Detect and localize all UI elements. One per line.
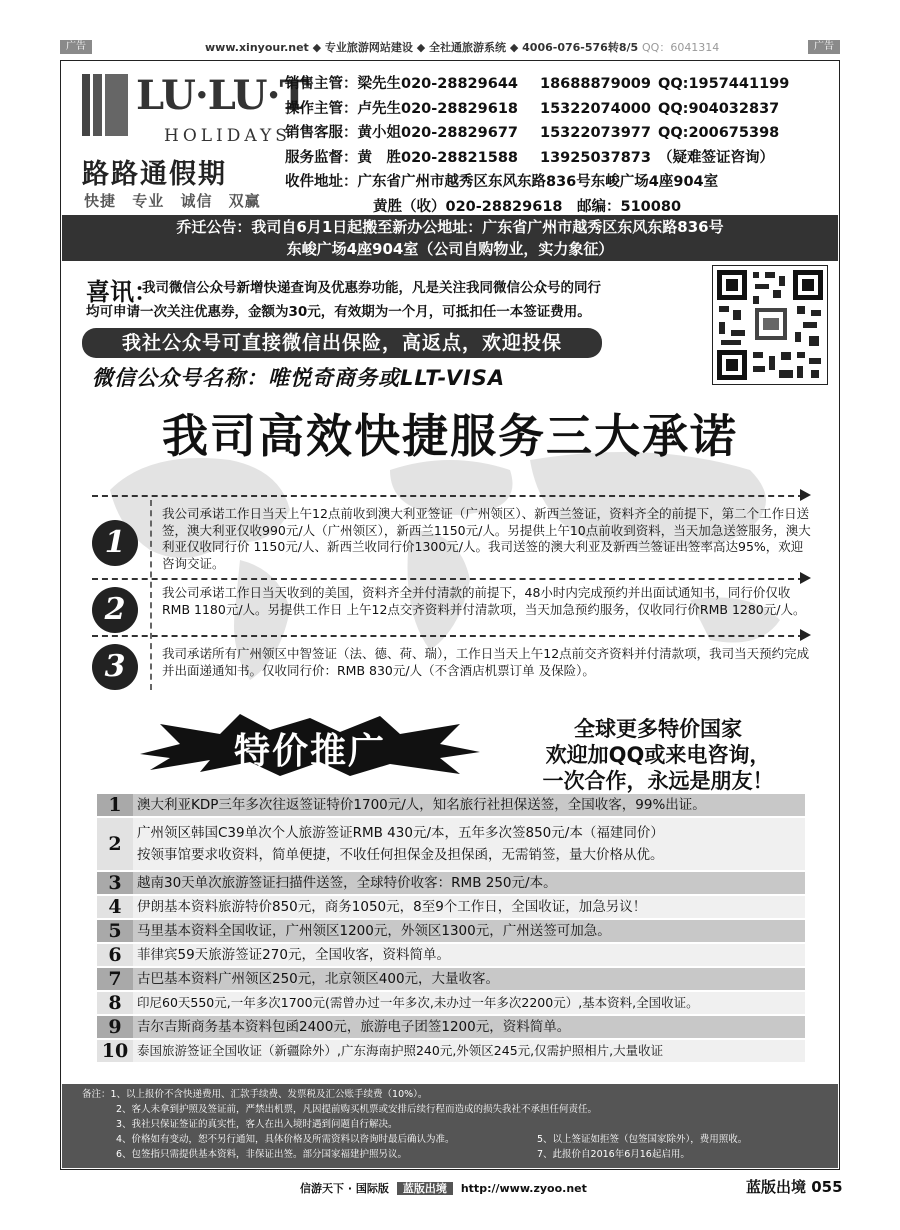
list-item: 5 马里基本资料全国收证，广州领区1200元，外领区1300元，广州送签可加急。: [97, 920, 805, 942]
remark-line: 7、此报价自2016年6月16起启用。: [537, 1149, 690, 1160]
logo-chinese-name: 路路通假期: [82, 159, 227, 190]
promise-number: 3: [92, 644, 138, 690]
footer-brand: 信游天下 · 国际版: [300, 1182, 389, 1195]
footer-url[interactable]: http://www.zyoo.net: [460, 1182, 587, 1195]
special-offer-list: [97, 794, 805, 1064]
remark-line: 3、我社只保证签证的真实性，客人在出入境时遇到问题自行解决。: [116, 1119, 398, 1130]
vertical-divider: [150, 500, 152, 690]
notice-line-1: 乔迁公告：我司自6月1日起搬至新办公地址：广东省广州市越秀区东风东路836号: [176, 218, 724, 236]
wechat-account-name: 微信公众号名称：唯悦奇商务或LLT-VISA: [92, 366, 506, 390]
remark-line: 备注：1、以上报价不含快递费用、汇款手续费、发票税及汇公账手续费（10%）。: [82, 1089, 428, 1100]
page-number: 蓝版出境 055: [746, 1178, 843, 1196]
list-item: 6 菲律宾59天旅游签证270元，全国收客，资料简单。: [97, 944, 805, 966]
arrow-right-icon: [800, 572, 811, 584]
list-item: 10 泰国旅游签证全国收证（新疆除外）,广东海南护照240元,外领区245元,仅需护照相片,大量收证: [97, 1040, 805, 1062]
list-item: 3 越南30天单次旅游签证扫描件送签，全球特价收客：RMB 250元/本。: [97, 872, 805, 894]
list-item: 1 澳大利亚KDP三年多次往返签证特价1700元/人，知名旅行社担保送签，全国收客，99%出证。: [97, 794, 805, 816]
wechat-text-2: 均可申请一次关注优惠券，金额为30元，有效期为一个月，可抵扣任一本签证费用。: [86, 304, 591, 320]
remarks-block: [62, 1084, 838, 1168]
insurance-banner: 我社公众号可直接微信出保险，高返点，欢迎投保: [82, 328, 602, 358]
company-logo: [80, 72, 309, 212]
promises-title: 我司高效快捷服务三大承诺: [162, 409, 738, 463]
logo-mark-icon: [82, 74, 128, 136]
logo-slogan: 快捷 专业 诚信 双赢: [84, 192, 261, 210]
relocation-notice: [62, 215, 838, 261]
footer-section: 蓝版出境: [397, 1182, 453, 1195]
promo-slogan: [528, 716, 788, 794]
list-item: 9 吉尔吉斯商务基本资料包函2400元，旅游电子团签1200元，资料简单。: [97, 1016, 805, 1038]
promise-text: 我公司承诺工作日当天收到的美国，资料齐全并付清款的前提下，48小时内完成预约并出面试通知书，同行价仅收RMB 1180元/人。另提供工作日 上午12点交齐资料并付清款项，当天加急预约服务，仅收同行价RMB 1280元/人。: [162, 585, 806, 617]
contact-block: [285, 72, 830, 219]
promise-text: 我司承诺所有广州领区中智签证（法、德、荷、瑞），工作日当天上午12点前交齐资料并付清款项，我司当天预约完成并出面递通知书。仅收同行价：RMB 830元/人（不含酒店机票订单 及保险）。: [162, 646, 810, 678]
arrow-right-icon: [800, 489, 811, 501]
promise-number: 2: [92, 587, 138, 633]
address-line-2: 黄胜（收）020-28829618 邮编：510080: [373, 198, 682, 215]
contact-row: 销售主管：梁先生020-28829644 18688879009 QQ:1957441199: [285, 76, 790, 92]
special-offer-title: 特价推广: [233, 731, 386, 772]
list-item: 4 伊朗基本资料旅游特价850元，商务1050元，8至9个工作日，全国收证，加急另议！: [97, 896, 805, 918]
qr-code-icon: [712, 265, 828, 385]
divider: [92, 635, 804, 637]
promise-item: [92, 500, 822, 580]
remark-line: 6、包签指只需提供基本资料，非保证出签。部分国家福建护照另议。: [116, 1149, 408, 1160]
promo-line: 欢迎加QQ或来电咨询，: [545, 743, 771, 767]
promise-number: 1: [92, 520, 138, 566]
remark-line: 2、客人未拿到护照及签证前，严禁出机票，凡因提前购买机票或安排后续行程而造成的损失我社不承担任何责任。: [116, 1104, 598, 1115]
ad-tag-right: 广告: [808, 40, 840, 54]
list-item: 8 印尼60天550元,一年多次1700元(需曾办过一年多次,未办过一年多次2200元）,基本资料,全国收证。: [97, 992, 805, 1014]
contact-row: 操作主管：卢先生020-28829618 15322074000 QQ:904032837: [285, 100, 780, 117]
promise-item: [92, 583, 822, 633]
footer-bar: [300, 1180, 587, 1196]
ad-tag-left: 广告: [60, 40, 92, 54]
promise-item: [92, 640, 822, 690]
good-news-label: 喜讯：: [86, 277, 158, 306]
address-line: 收件地址：广东省广州市越秀区东风东路836号东峻广场4座904室: [285, 174, 719, 190]
arrow-right-icon: [800, 629, 811, 641]
remark-line: 4、价格如有变动，恕不另行通知，具体价格及所需资料以咨询时最后确认为准。: [116, 1134, 455, 1145]
top-ad-text: www.xinyour.net ◆ 专业旅游网站建设 ◆ 全社通旅游系统 ◆ 4006-076-576转8/5 QQ：6041314: [205, 41, 720, 54]
logo-wordmark: LU·LU·T: [136, 72, 309, 119]
top-ad-strip: [60, 38, 840, 58]
notice-line-2: 东峻广场4座904室（公司自购物业，实力象征）: [286, 240, 614, 258]
logo-holidays: HOLIDAYS: [164, 126, 291, 146]
divider: [92, 495, 804, 497]
promise-text: 我公司承诺工作日当天上午12点前收到澳大利亚签证（广州领区）、新西兰签证，资料齐全的前提下，第二个工作日送签，澳大利亚仅收990元/人（广州领区），新西兰1150元/人。另提供上午10点前收到资料，当天加急送签服务，澳大利亚仅收同行价 1150元/人、新西兰收同行价1300元/人。我司送签的澳大利亚及新西兰签证出签率高达95%，欢迎咨询交证。: [162, 506, 811, 571]
promo-line: 一次合作，永远是朋友！: [542, 769, 774, 793]
remark-line: 5、以上签证如拒签（包签国家除外），费用照收。: [537, 1134, 748, 1145]
list-item: 2 广州领区韩国C39单次个人旅游签证RMB 430元/本，五年多次签850元/本（福建同价） 按领事馆要求收资料，简单便捷，不收任何担保金及担保函，无需销签，量大价格从优。: [97, 818, 805, 870]
wechat-text-1: 我司微信公众号新增快递查询及优惠券功能，凡是关注我同微信公众号的同行: [142, 280, 601, 296]
divider: [92, 578, 804, 580]
contact-row: 销售客服：黄小姐020-28829677 15322073977 QQ:200675398: [285, 125, 780, 141]
list-item: 7 古巴基本资料广州领区250元，北京领区400元，大量收客。: [97, 968, 805, 990]
contact-row: 服务监督：黄 胜020-28821588 13925037873 （疑难签证咨询）: [285, 149, 774, 166]
promo-line: 全球更多特价国家: [574, 717, 742, 741]
